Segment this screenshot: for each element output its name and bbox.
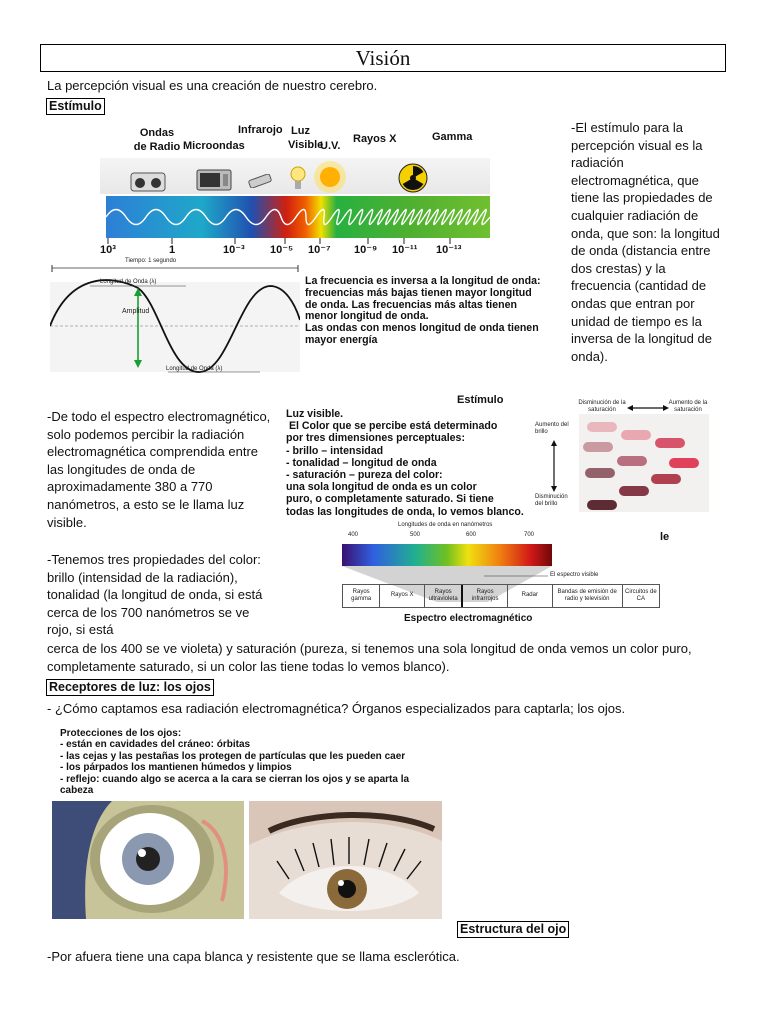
scale-label-6: 10⁻¹¹ [392,244,418,256]
tick-500: 500 [410,532,421,538]
band-label-visible [288,124,323,152]
bright-decrease-label: Disminución del brillo [535,494,568,507]
sat-increase-label: Aumento de la saturación [668,400,708,413]
receptors-text: - ¿Cómo captamos esa radiación electromagnética? Órganos especializados para captarla; los ojos. [47,701,626,716]
scale-label-3: 10⁻⁵ [270,244,294,256]
luz-visible-line: El Color que se percibe está determinado [286,420,498,433]
section-label-receptors: Receptores de luz: los ojos [46,679,214,696]
structure-text: -Por afuera tiene una capa blanca y resistente que se llama esclerótica. [47,949,460,964]
em-cell-ac: Circuitos de CA [625,589,657,602]
tick-600: 600 [466,532,477,538]
frequency-note-line: menor longitud de onda. [305,310,429,323]
amplitude-label: Amplitud [122,308,150,315]
intro-text: La percepción visual es una creación de nuestro cerebro. [47,78,378,93]
visible-light-text: -De todo el espectro electromagnético, solo podemos percibir la radiación electromagnética comprendida entre las longitudes de onda de aproximadamente 380 a 770 nanómetros, a esto se le llama luz visible. [47,409,271,530]
saturation-swatch-figure [535,400,710,515]
tick-400: 400 [348,532,359,538]
band-label-radio [132,126,182,154]
band-label-visible-line2: Visible [288,139,324,151]
section-label-stimulus: Estímulo [46,98,105,115]
luz-visible-line: - brillo – intensidad [286,444,384,457]
frequency-note-line: La frecuencia es inversa a la longitud de onda: [305,275,541,287]
scale-label-2: 10⁻³ [223,244,245,256]
em-cell-radar: Radar [508,585,553,607]
protections-line: - están en cavidades del cráneo: órbitas [60,739,251,751]
scale-label-7: 10⁻¹³ [436,244,462,256]
saturation-arrow [627,404,669,412]
protections-line: - los párpados los mantienen húmedos y limpios [60,762,292,774]
frequency-note-line: Las ondas con menos longitud de onda tienen [305,322,539,335]
spectrum-caption: Espectro electromagnético [404,613,533,624]
frequency-note [305,276,560,347]
luz-visible-header: Estímulo [457,394,504,406]
stimulus-description: -El estímulo para la percepción visual es la radiación electromagnética, que tiene las propiedades de cualquier radiación de onda, que son: la longitud de onda (distancia entre dos crestas) y la frecuencia (cantidad de ondas que entran por unidad de tiempo es la inversa de la longitud de onda). [571,120,720,364]
wave-svg [50,264,300,376]
tick-700: 700 [524,532,535,538]
radio-icon [130,170,166,192]
luz-visible-line: puro, o completamente saturado. Si tiene [286,493,494,506]
band-label-infrared: Infrarojo [238,124,283,136]
sun-icon [313,160,347,194]
em-spectrum-figure [100,120,495,270]
cut-off-label: le [660,531,670,543]
protections-line: - reflejo: cuando algo se acerca a la cara se cierran los ojos y se aparta la [60,773,410,785]
em-cell-radio-tv: Bandas de emisión de radio y televisión [553,585,623,607]
em-cell-uv: Rayos ultravioleta [425,585,463,607]
em-cell-ir: Rayos infrarrojos [463,585,508,607]
protections-line: - las cejas y las pestañas los protegen de partículas que les pueden caer [60,750,406,762]
sat-decrease-label: Disminución de la saturación [578,400,626,413]
eye-orbit-illustration [52,801,244,919]
protections-line: cabeza [60,785,94,797]
luz-visible-line: - saturación – pureza del color: [286,469,443,482]
band-label-microwave: Microondas [183,140,245,152]
em-cell-gamma: Rayos gamma [343,585,380,607]
bulb-icon [290,164,306,192]
swatch-grid [579,414,709,512]
luz-visible-text [286,408,546,518]
luz-visible-line: Luz visible. [286,408,344,420]
band-label-visible-line1: Luz [291,125,310,137]
luz-visible-line: - tonalidad – longitud de onda [286,456,437,469]
scale-label-1: 1 [169,244,176,256]
em-cell-xray: Rayos X [380,585,425,607]
luz-visible-line: una sola longitud de onda es un color [286,481,477,494]
spectrum-top-label: Longitudes de onda en nanómetros [398,522,493,528]
frequency-note-line: de onda. Las frecuencias más altas tienen [305,298,517,311]
eye-lashes-photo [249,801,442,919]
protections-line: Protecciones de los ojos: [60,728,182,739]
brightness-arrow [549,440,559,492]
wavelength-top-label: Longitud de Onda (λ) [100,279,157,285]
wave-diagram [50,258,300,378]
em-table [342,584,660,608]
section-label-structure: Estructura del ojo [457,921,569,938]
band-label-gamma: Gamma [432,131,473,143]
visible-spectrum-figure [338,522,662,628]
band-label-xray: Rayos X [353,133,397,145]
spectrum-band [106,196,490,238]
wavelength-bottom-label: Longitud de Onda (λ) [166,366,223,372]
time-label: Tiempo: 1 segundo [125,258,177,264]
microwave-icon [196,168,232,192]
scale-label-5: 10⁻⁹ [354,244,378,256]
band-label-radio-line1: Ondas [139,127,175,139]
remote-icon [248,174,272,188]
frequency-note-line: mayor energía [305,333,378,346]
luz-visible-line: todas las longitudes de onda, lo vemos blanco. [286,505,524,518]
band-label-uv: U.V. [320,140,341,152]
protections-list [60,728,460,796]
color-properties-text: -Tenemos tres propiedades del color: brillo (intensidad de la radiación), tonalidad (la longitud de onda, si está cerca de los 700 nanómetros se ve rojo, si está [47,552,263,638]
page-title: Visión [40,44,726,72]
band-label-radio-line2: de Radio [133,141,181,153]
radiation-icon [398,163,428,193]
scale-label-4: 10⁻⁷ [308,244,331,256]
visible-spectrum-label: El espectro visible [550,572,599,578]
frequency-note-line: frecuencias más bajas tienen mayor longitud [305,286,532,299]
color-properties-continued: cerca de los 400 se ve violeta) y saturación (pureza, si tenemos una sola longitud de onda vemos un color puro, completamente saturado, si un color las tiene todas lo vemos blanco). [47,641,692,674]
scale-label-0: 10³ [100,244,116,256]
luz-visible-line: por tres dimensiones perceptuales: [286,432,465,445]
bright-increase-label: Aumento del brillo [535,422,569,435]
